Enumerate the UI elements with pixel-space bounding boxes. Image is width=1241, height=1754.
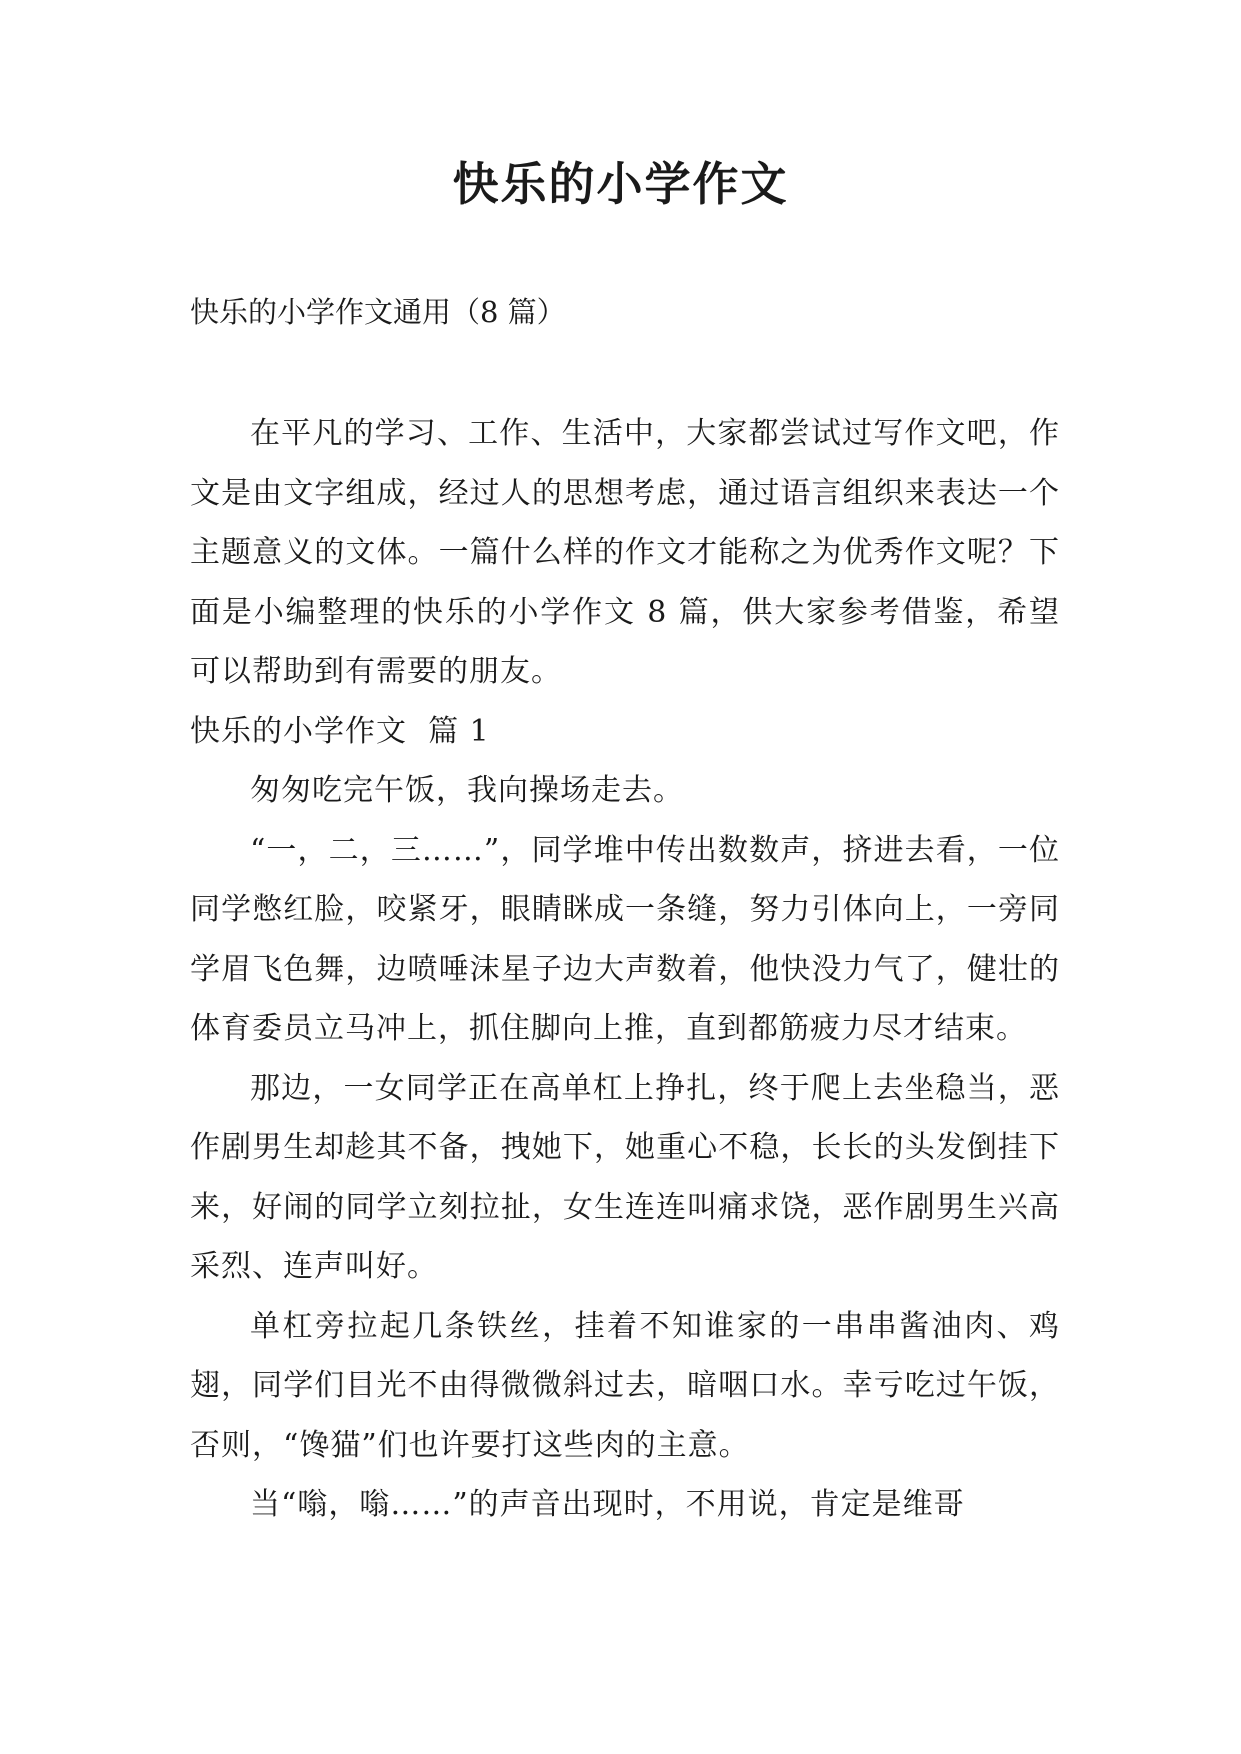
document-title: 快乐的小学作文: [452, 157, 789, 211]
body-paragraph: 匆匆吃完午饭，我向操场走去。: [250, 773, 684, 808]
body-paragraph: 那边，一女同学正在高单杠上挣扎，终于爬上去坐稳当，恶作剧男生却趁其不备，拽她下，她重心不稳，长长的头发倒挂下来，好闹的同学立刻拉扯，女生连连叫痛求饶，恶作剧男生兴高采烈、连声叫好。: [190, 1070, 1060, 1284]
body-paragraph: 在平凡的学习、工作、生活中，大家都尝试过写作文吧，作文是由文字组成，经过人的思想考虑，通过语言组织来表达一个主题意义的文体。一篇什么样的作文才能称之为优秀作文呢？下面是小编整理的快乐的小学作文 8 篇，供大家参考借鉴，希望可以帮助到有需要的朋友。: [190, 416, 1060, 689]
section-heading: 快乐的小学作文 篇 1: [190, 713, 490, 749]
body-paragraph: “一，二，三……”，同学堆中传出数数声，挤进去看，一位同学憋红脸，咬紧牙，眼睛眯成一条缝，努力引体向上，一旁同学眉飞色舞，边喷唾沫星子边大声数着，他快没力气了，健壮的体育委员立马冲上，抓住脚向上推，直到都筋疲力尽才结束。: [190, 832, 1060, 1046]
body-paragraph: 当“嗡，嗡……”的声音出现时，不用说，肯定是维哥: [250, 1487, 965, 1522]
document-subtitle: 快乐的小学作文通用（8 篇）: [190, 295, 566, 329]
document-body: [190, 404, 1060, 1535]
body-paragraph: 单杠旁拉起几条铁丝，挂着不知谁家的一串串酱油肉、鸡翅，同学们目光不由得微微斜过去，暗咽口水。幸亏吃过午饭，否则，“馋猫”们也许要打这些肉的主意。: [190, 1308, 1060, 1463]
